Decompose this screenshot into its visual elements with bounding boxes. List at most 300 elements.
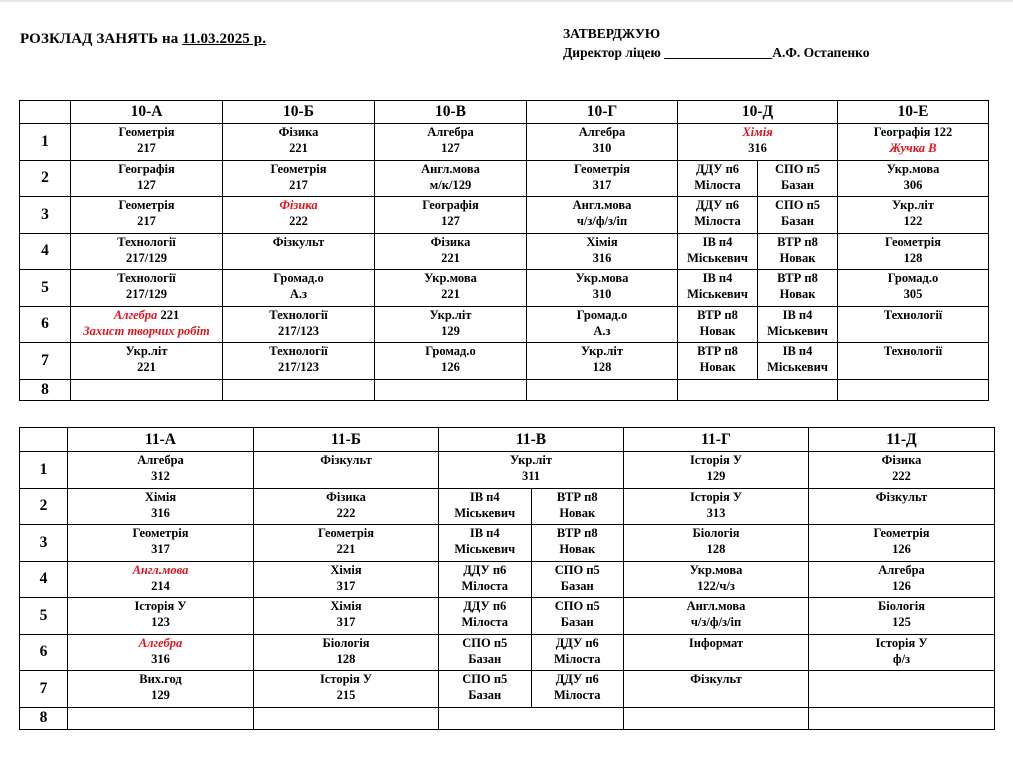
lesson-cell [71,197,223,234]
subject-label: Англ.мова [686,599,746,613]
lesson-number: 2 [20,160,71,197]
lesson-cell [223,270,375,307]
split-cell [678,343,837,379]
room-or-teacher: ч/з/ф/з/іп [690,615,742,629]
subject-label: ДДУ п6 [555,635,599,650]
teacher-name: Новак [699,360,736,374]
approval-heading: ЗАТВЕРДЖУЮ [563,26,661,41]
lesson-cell [375,343,527,380]
subject-label: Історія У [319,672,373,686]
subgroup-lesson [758,197,838,233]
subject-label: Геометрія [573,161,631,176]
room-or-teacher: А.з [289,287,308,301]
subgroup-lesson [531,671,623,707]
subject-label: Історія У [875,635,928,650]
room-or-teacher: Жучка В [889,141,937,155]
teacher-name: Мілоста [461,578,509,593]
room-or-teacher: 305 [903,287,923,301]
teacher-name: Базан [560,615,594,629]
lesson-cell [223,160,375,197]
lesson-cell [439,634,624,671]
teacher-name: Новак [779,287,816,301]
lesson-cell [375,124,527,161]
lesson-number: 7 [20,343,71,380]
top-border-line [0,0,1013,2]
room-or-teacher: 217/123 [278,323,319,338]
lesson-number: 8 [20,379,71,400]
subject-label: Англ.мова [421,161,480,176]
lesson-cell [527,343,678,380]
subject-label: ДДУ п6 [555,672,599,686]
title-date: 11.03.2025 р. [182,31,267,47]
subject-label: Технології [117,234,176,249]
subject-label: Хімія [586,234,618,249]
lesson-cell [527,379,678,400]
lesson-cell [254,561,439,598]
lesson-number: 4 [20,561,68,598]
room-or-teacher: 122/ч/з [697,578,735,593]
lesson-cell [838,124,989,161]
lesson-row [20,233,989,270]
lesson-cell [254,707,439,729]
subject-label: Алгебра [878,562,925,577]
teacher-name: Новак [559,542,596,556]
subject-label: Фізкульт [690,672,742,686]
subject-label: СПО п5 [774,198,821,212]
class-header: 10-Д [678,101,838,124]
lesson-number: 5 [20,270,71,307]
subject-label: Біологія [322,635,370,650]
split-cell [439,635,623,671]
lesson-number: 3 [20,525,68,562]
teacher-name: Базан [781,214,814,228]
room-or-teacher: 127 [441,214,460,228]
lesson-cell [678,124,838,161]
subgroup-lesson [439,671,531,707]
lesson-cell [254,488,439,525]
teacher-name: Міськевич [687,250,748,265]
teacher-name: Базан [560,578,594,593]
approval-block [563,24,869,62]
teacher-name: Міськевич [767,323,828,338]
class-header-row [20,101,989,124]
subject-label: Географія 122 [873,125,953,139]
subject-label: Хімія [144,489,177,504]
split-cell [439,671,623,707]
lesson-number: 3 [20,197,71,234]
subject-label: Геометрія [884,234,942,249]
subject-label: ВТР п8 [697,307,738,322]
room-or-teacher: 221 [336,542,356,556]
lesson-cell [439,598,624,635]
subject-label: Геометрія [270,161,327,176]
split-cell [678,270,837,306]
subject-label: Історія У [689,489,743,504]
lesson-cell [71,270,223,307]
lesson-cell [71,233,223,270]
room-or-teacher: 221 [289,141,308,155]
lesson-number: 4 [20,233,71,270]
lesson-cell [624,598,809,635]
room-or-teacher: 221 [137,360,156,374]
room-or-teacher: 127 [137,177,156,192]
lesson-cell [254,634,439,671]
lesson-cell [68,671,254,708]
subject-label: Фізкульт [272,234,325,249]
lesson-cell [838,379,989,400]
lesson-row [20,634,995,671]
subject-label: ДДУ п6 [695,198,740,212]
class-header: 10-Б [223,101,375,124]
lesson-cell [439,525,624,562]
subject-label: ДДУ п6 [463,562,507,577]
subgroup-lesson [678,197,758,233]
teacher-name: Міськевич [454,505,516,520]
lesson-number: 7 [20,671,68,708]
lesson-row [20,561,995,598]
room-or-teacher: 317 [336,578,356,593]
class-header: 11-В [439,428,624,452]
teacher-name: Міськевич [454,542,516,556]
lesson-cell [68,598,254,635]
subject-label: ІВ п4 [702,234,733,249]
lesson-cell [624,525,809,562]
room-or-teacher: 125 [892,615,911,629]
lesson-cell [678,343,838,380]
lesson-row [20,270,989,307]
lesson-cell [223,197,375,234]
room-or-teacher: 316 [592,250,612,265]
room-or-teacher: 316 [748,141,767,155]
room-or-teacher: 217 [137,141,156,155]
lesson-cell [223,343,375,380]
subject-label: Громад.о [273,271,324,285]
room-or-teacher: 317 [151,542,170,556]
subject-label: Англ.мова [572,198,632,212]
room-or-teacher: А.з [593,323,611,338]
class-header: 10-В [375,101,527,124]
class-header: 11-Б [254,428,439,452]
subject-label: ІВ п4 [469,489,500,504]
subject-label: Укр.мова [424,271,477,285]
room-or-teacher: 128 [706,542,726,556]
lesson-number: 5 [20,598,68,635]
lesson-row [20,452,995,489]
lesson-cell [527,160,678,197]
room-or-teacher: ф/з [892,651,911,666]
class-header: 10-А [71,101,223,124]
room-or-teacher: 317 [592,177,612,192]
subject-label: Укр.мова [689,562,743,577]
subject-label: Біологія [692,526,740,540]
room-or-teacher: 122 [903,214,923,228]
lesson-cell [223,306,375,343]
split-cell [678,197,837,233]
subject-label: Технології [269,307,328,322]
subject-label: Укр.літ [891,198,935,212]
subject-label: ВТР п8 [777,271,818,285]
teacher-name: Мілоста [461,615,509,629]
lesson-cell [439,488,624,525]
subgroup-lesson [678,161,758,197]
subject-label: Укр.мова [886,161,940,176]
lesson-line-1 [71,307,222,323]
lesson-number: 6 [20,634,68,671]
lesson-cell [678,197,838,234]
lesson-row [20,488,995,525]
subgroup-lesson [531,489,623,525]
subject-label: Алгебра [113,307,158,322]
subject-label: ВТР п8 [556,526,598,540]
lesson-cell [624,671,809,708]
lesson-cell [375,379,527,400]
subgroup-lesson [531,635,623,671]
subject-label: Хімія [330,562,362,577]
class-header-row [20,428,995,452]
teacher-name: Новак [699,323,736,338]
lesson-cell [439,671,624,708]
lesson-cell [678,233,838,270]
lesson-cell [375,270,527,307]
schedule-table-grade-10 [19,100,989,401]
lesson-cell [71,306,223,343]
lesson-cell [223,233,375,270]
subject-label: Алгебра [138,635,183,650]
teacher-name: Базан [468,651,502,666]
subgroup-lesson [758,343,838,379]
room-or-teacher: 222 [336,505,356,520]
lesson-row [20,379,989,400]
lesson-cell [375,233,527,270]
split-cell [678,234,837,270]
subject-label: ВТР п8 [556,489,598,504]
subject-label: ДДУ п6 [463,599,507,613]
split-cell [678,161,837,197]
room-or-teacher: 126 [441,360,460,374]
subject-label: Громад.о [425,344,476,358]
lesson-cell [71,124,223,161]
lesson-cell [678,270,838,307]
lesson-row [20,160,989,197]
subject-label: Укр.літ [125,344,168,358]
lesson-cell [624,561,809,598]
teacher-name: Новак [559,505,596,520]
subject-label: Географія [118,161,175,176]
lesson-cell [68,634,254,671]
lesson-cell [838,306,989,343]
subject-label: Хімія [330,599,362,613]
subgroup-lesson [439,635,531,671]
lesson-cell [809,452,995,489]
subject-label: Геометрія [317,526,375,540]
lesson-cell [375,160,527,197]
subject-label: ІВ п4 [469,526,500,540]
lesson-cell [838,233,989,270]
subgroup-lesson [531,598,623,634]
lesson-row [20,306,989,343]
lesson-cell [838,197,989,234]
lesson-cell [254,671,439,708]
subject-label: Громад.о [887,271,939,285]
lesson-row [20,707,995,729]
class-header: 10-Г [527,101,678,124]
room-or-teacher: 128 [903,250,923,265]
lesson-cell [375,197,527,234]
title-prefix: РОЗКЛАД ЗАНЯТЬ на [20,31,183,47]
subject-label: СПО п5 [774,161,821,176]
split-cell [439,562,623,598]
split-cell [439,525,623,561]
split-cell [439,598,623,634]
lesson-cell [527,197,678,234]
subgroup-lesson [531,525,623,561]
lesson-number: 1 [20,452,68,489]
room-or-teacher: 306 [903,177,923,192]
room-or-teacher: 214 [151,578,170,593]
lesson-cell [838,160,989,197]
room-or-teacher: 310 [592,287,612,301]
corner-cell [20,428,68,452]
subject-label: Геометрія [118,125,175,139]
lesson-cell [624,452,809,489]
lesson-number: 6 [20,306,71,343]
room-or-teacher: 217/129 [126,287,167,301]
subgroup-lesson [531,562,623,598]
subgroup-lesson [439,598,531,634]
room-or-teacher: 310 [592,141,612,155]
subject-label: СПО п5 [462,672,508,686]
lesson-number: 1 [20,124,71,161]
subgroup-lesson [439,489,531,525]
lesson-cell [624,488,809,525]
lesson-cell [809,488,995,525]
subject-label: Громад.о [576,307,628,322]
lesson-cell [809,561,995,598]
lesson-cell [809,525,995,562]
room-or-teacher: 215 [336,688,356,702]
split-cell [439,489,623,525]
subject-label: Геометрія [118,198,175,212]
room-or-teacher: 128 [592,360,612,374]
subject-label: Алгебра [427,125,474,139]
lesson-cell [68,525,254,562]
subject-label: Фізика [279,198,318,212]
room-or-teacher: 217/123 [278,360,319,374]
subgroup-lesson [758,234,838,270]
subject-label: ВТР п8 [697,344,738,358]
subject-label: Фізика [278,125,319,139]
lesson-row [20,197,989,234]
subject-label: Фізика [881,453,922,467]
room-or-teacher: 128 [336,651,356,666]
split-cell [678,307,837,343]
lesson-cell [254,598,439,635]
teacher-name: Базан [781,177,814,192]
room-or-teacher: 222 [892,469,911,483]
subject-label: Географія [422,198,479,212]
room-or-teacher: 316 [151,651,170,666]
lesson-cell [809,707,995,729]
lesson-number: 2 [20,488,68,525]
subject-label: ІВ п4 [782,344,813,358]
class-header: 10-Е [838,101,989,124]
subject-label: Укр.літ [580,344,624,358]
lesson-cell [254,525,439,562]
subgroup-lesson [678,234,758,270]
subject-label: Укр.літ [429,307,472,322]
subject-label: Технології [883,307,943,322]
teacher-name: Мілоста [694,177,741,192]
subject-label: Хімія [742,125,773,139]
lesson-cell [527,270,678,307]
lesson-cell [71,379,223,400]
subject-label: Історія У [689,453,743,467]
lesson-cell [68,561,254,598]
class-header: 11-А [68,428,254,452]
lesson-cell [678,306,838,343]
room-or-teacher: 129 [151,688,170,702]
teacher-name: Мілоста [553,651,601,666]
class-header: 11-Г [624,428,809,452]
lesson-number: 8 [20,707,68,729]
lesson-row [20,525,995,562]
lesson-cell [838,270,989,307]
room-or-teacher: 127 [441,141,460,155]
subject-label: Технології [269,344,328,358]
subject-label: ІВ п4 [782,307,813,322]
subject-label: Технології [117,271,176,285]
subject-label: СПО п5 [554,562,600,577]
subject-label: СПО п5 [554,599,600,613]
subject-label: Вих.год [139,672,182,686]
lesson-cell [223,124,375,161]
lesson-row [20,598,995,635]
lesson-cell [68,707,254,729]
room-or-teacher: 123 [151,615,170,629]
corner-cell [20,101,71,124]
subject-label: Укр.літ [509,453,553,467]
room-or-teacher: 129 [706,469,726,483]
subject-label: Геометрія [132,526,189,540]
subgroup-lesson [678,307,758,343]
document-title [20,31,266,48]
lesson-cell [678,379,838,400]
lesson-cell [71,160,223,197]
subject-label: Укр.мова [575,271,629,285]
lesson-cell [223,379,375,400]
subject-label: Англ.мова [132,562,189,577]
lesson-cell [254,452,439,489]
room-or-teacher: 312 [151,469,170,483]
lesson-cell [71,343,223,380]
lesson-row [20,124,989,161]
subject-label: ІВ п4 [702,271,733,285]
lesson-cell [527,124,678,161]
room-or-teacher: 316 [151,505,170,520]
subgroup-lesson [678,343,758,379]
lesson-cell [624,634,809,671]
room-or-teacher: 217 [137,214,156,228]
subgroup-lesson [439,525,531,561]
room-or-teacher: 317 [336,615,356,629]
subject-label: Фізика [326,489,366,504]
subject-label: Біологія [878,599,925,613]
lesson-cell [439,452,624,489]
lesson-cell [439,707,624,729]
subject-label: Геометрія [873,526,930,540]
room-or-teacher: 217/129 [126,250,167,265]
room-or-teacher: 313 [706,505,726,520]
